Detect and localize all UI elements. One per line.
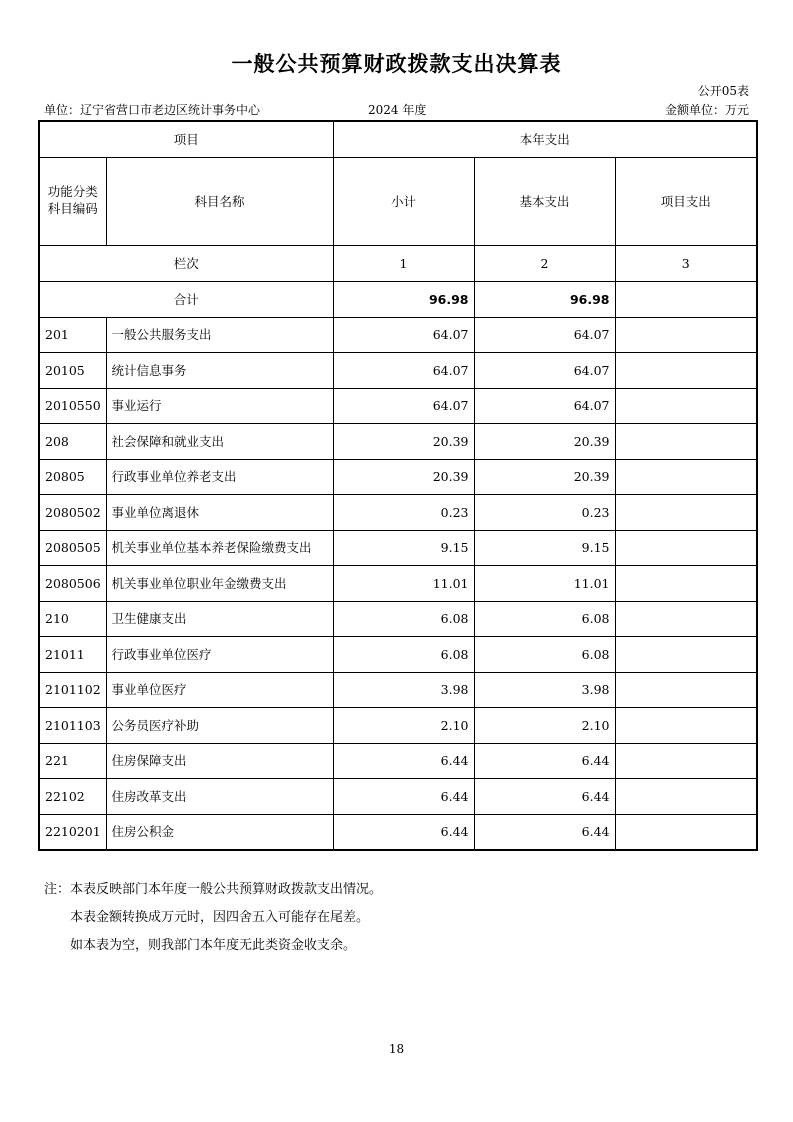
row-code: 2010550 (39, 388, 106, 424)
row-basic: 6.44 (474, 814, 615, 850)
row-basic: 64.07 (474, 353, 615, 389)
row-subtotal: 6.08 (333, 601, 474, 637)
table-row (39, 779, 757, 815)
row-project (615, 672, 757, 708)
row-name: 行政事业单位养老支出 (106, 459, 333, 495)
column-label: 栏次 (39, 245, 333, 281)
page-title: 一般公共预算财政拨款支出决算表 (231, 52, 562, 76)
row-subtotal: 20.39 (333, 459, 474, 495)
row-name: 机关事业单位基本养老保险缴费支出 (106, 530, 333, 566)
row-name: 机关事业单位职业年金缴费支出 (106, 566, 333, 602)
row-subtotal: 6.44 (333, 743, 474, 779)
table-row (39, 530, 757, 566)
row-project (615, 779, 757, 815)
row-name: 住房公积金 (106, 814, 333, 850)
row-project (615, 459, 757, 495)
table-row (39, 317, 757, 353)
row-subtotal: 20.39 (333, 424, 474, 460)
row-code: 2080506 (39, 566, 106, 602)
row-name: 事业运行 (106, 388, 333, 424)
table-row (39, 814, 757, 850)
row-name: 事业单位离退休 (106, 495, 333, 531)
row-project (615, 353, 757, 389)
row-project (615, 317, 757, 353)
row-name: 公务员医疗补助 (106, 708, 333, 744)
header-subtotal: 小计 (333, 157, 474, 245)
row-code: 2080502 (39, 495, 106, 531)
row-project (615, 495, 757, 531)
column-index-row (39, 245, 757, 281)
money-unit: 金额单位：万元 (664, 103, 749, 117)
total-label: 合计 (39, 281, 333, 317)
header-basic: 基本支出 (474, 157, 615, 245)
row-name: 统计信息事务 (106, 353, 333, 389)
row-basic: 6.44 (474, 779, 615, 815)
table-code: 公开05表 (697, 84, 749, 98)
row-name: 社会保障和就业支出 (106, 424, 333, 460)
row-basic: 6.08 (474, 601, 615, 637)
total-subtotal: 96.98 (333, 281, 474, 317)
row-code: 20805 (39, 459, 106, 495)
row-code: 22102 (39, 779, 106, 815)
row-basic: 6.08 (474, 637, 615, 673)
row-basic: 20.39 (474, 424, 615, 460)
row-code: 2210201 (39, 814, 106, 850)
header-func-code: 功能分类科目编码 (39, 157, 106, 245)
row-basic: 9.15 (474, 530, 615, 566)
row-subtotal: 11.01 (333, 566, 474, 602)
table-row (39, 743, 757, 779)
row-subtotal: 6.44 (333, 779, 474, 815)
table-row (39, 566, 757, 602)
row-name: 住房保障支出 (106, 743, 333, 779)
row-basic: 3.98 (474, 672, 615, 708)
header-row-1 (39, 121, 757, 157)
row-name: 事业单位医疗 (106, 672, 333, 708)
row-project (615, 743, 757, 779)
row-project (615, 424, 757, 460)
row-subtotal: 64.07 (333, 353, 474, 389)
row-basic: 2.10 (474, 708, 615, 744)
table-row (39, 459, 757, 495)
table-row (39, 672, 757, 708)
row-code: 21011 (39, 637, 106, 673)
row-name: 卫生健康支出 (106, 601, 333, 637)
row-subtotal: 0.23 (333, 495, 474, 531)
total-row (39, 281, 757, 317)
header-item: 项目 (39, 121, 333, 157)
row-basic: 11.01 (474, 566, 615, 602)
note-1: 注：本表反映部门本年度一般公共预算财政拨款支出情况。 (44, 882, 383, 897)
row-subtotal: 6.44 (333, 814, 474, 850)
header-row-2 (39, 157, 757, 245)
row-name: 住房改革支出 (106, 779, 333, 815)
column-1: 1 (333, 245, 474, 281)
page-number: 18 (388, 1042, 405, 1056)
header-subject-name: 科目名称 (106, 157, 333, 245)
row-code: 221 (39, 743, 106, 779)
row-code: 2080505 (39, 530, 106, 566)
row-basic: 0.23 (474, 495, 615, 531)
row-code: 208 (39, 424, 106, 460)
note-3: 如本表为空，则我部门本年度无此类资金收支余。 (70, 938, 357, 953)
total-project (615, 281, 757, 317)
row-code: 20105 (39, 353, 106, 389)
column-2: 2 (474, 245, 615, 281)
row-code: 201 (39, 317, 106, 353)
row-basic: 64.07 (474, 317, 615, 353)
row-basic: 6.44 (474, 743, 615, 779)
header-project: 项目支出 (615, 157, 757, 245)
row-project (615, 530, 757, 566)
note-2: 本表金额转换成万元时，因四舍五入可能存在尾差。 (70, 910, 370, 925)
table-row (39, 424, 757, 460)
row-basic: 64.07 (474, 388, 615, 424)
table-row (39, 495, 757, 531)
row-subtotal: 64.07 (333, 317, 474, 353)
row-code: 210 (39, 601, 106, 637)
row-project (615, 566, 757, 602)
row-project (615, 601, 757, 637)
row-subtotal: 9.15 (333, 530, 474, 566)
row-name: 一般公共服务支出 (106, 317, 333, 353)
row-subtotal: 2.10 (333, 708, 474, 744)
row-project (615, 637, 757, 673)
row-project (615, 814, 757, 850)
table-row (39, 353, 757, 389)
table-row (39, 601, 757, 637)
unit-label: 单位：辽宁省营口市老边区统计事务中心 (44, 103, 261, 117)
table-row (39, 637, 757, 673)
row-code: 2101102 (39, 672, 106, 708)
row-subtotal: 6.08 (333, 637, 474, 673)
row-project (615, 388, 757, 424)
notes (44, 876, 382, 960)
table-row (39, 708, 757, 744)
total-basic: 96.98 (474, 281, 615, 317)
header-current-year: 本年支出 (333, 121, 757, 157)
column-3: 3 (615, 245, 757, 281)
row-project (615, 708, 757, 744)
year-label: 2024 年度 (368, 103, 427, 117)
row-subtotal: 3.98 (333, 672, 474, 708)
row-basic: 20.39 (474, 459, 615, 495)
row-code: 2101103 (39, 708, 106, 744)
row-subtotal: 64.07 (333, 388, 474, 424)
table-row (39, 388, 757, 424)
row-name: 行政事业单位医疗 (106, 637, 333, 673)
expenditure-table (38, 120, 758, 851)
